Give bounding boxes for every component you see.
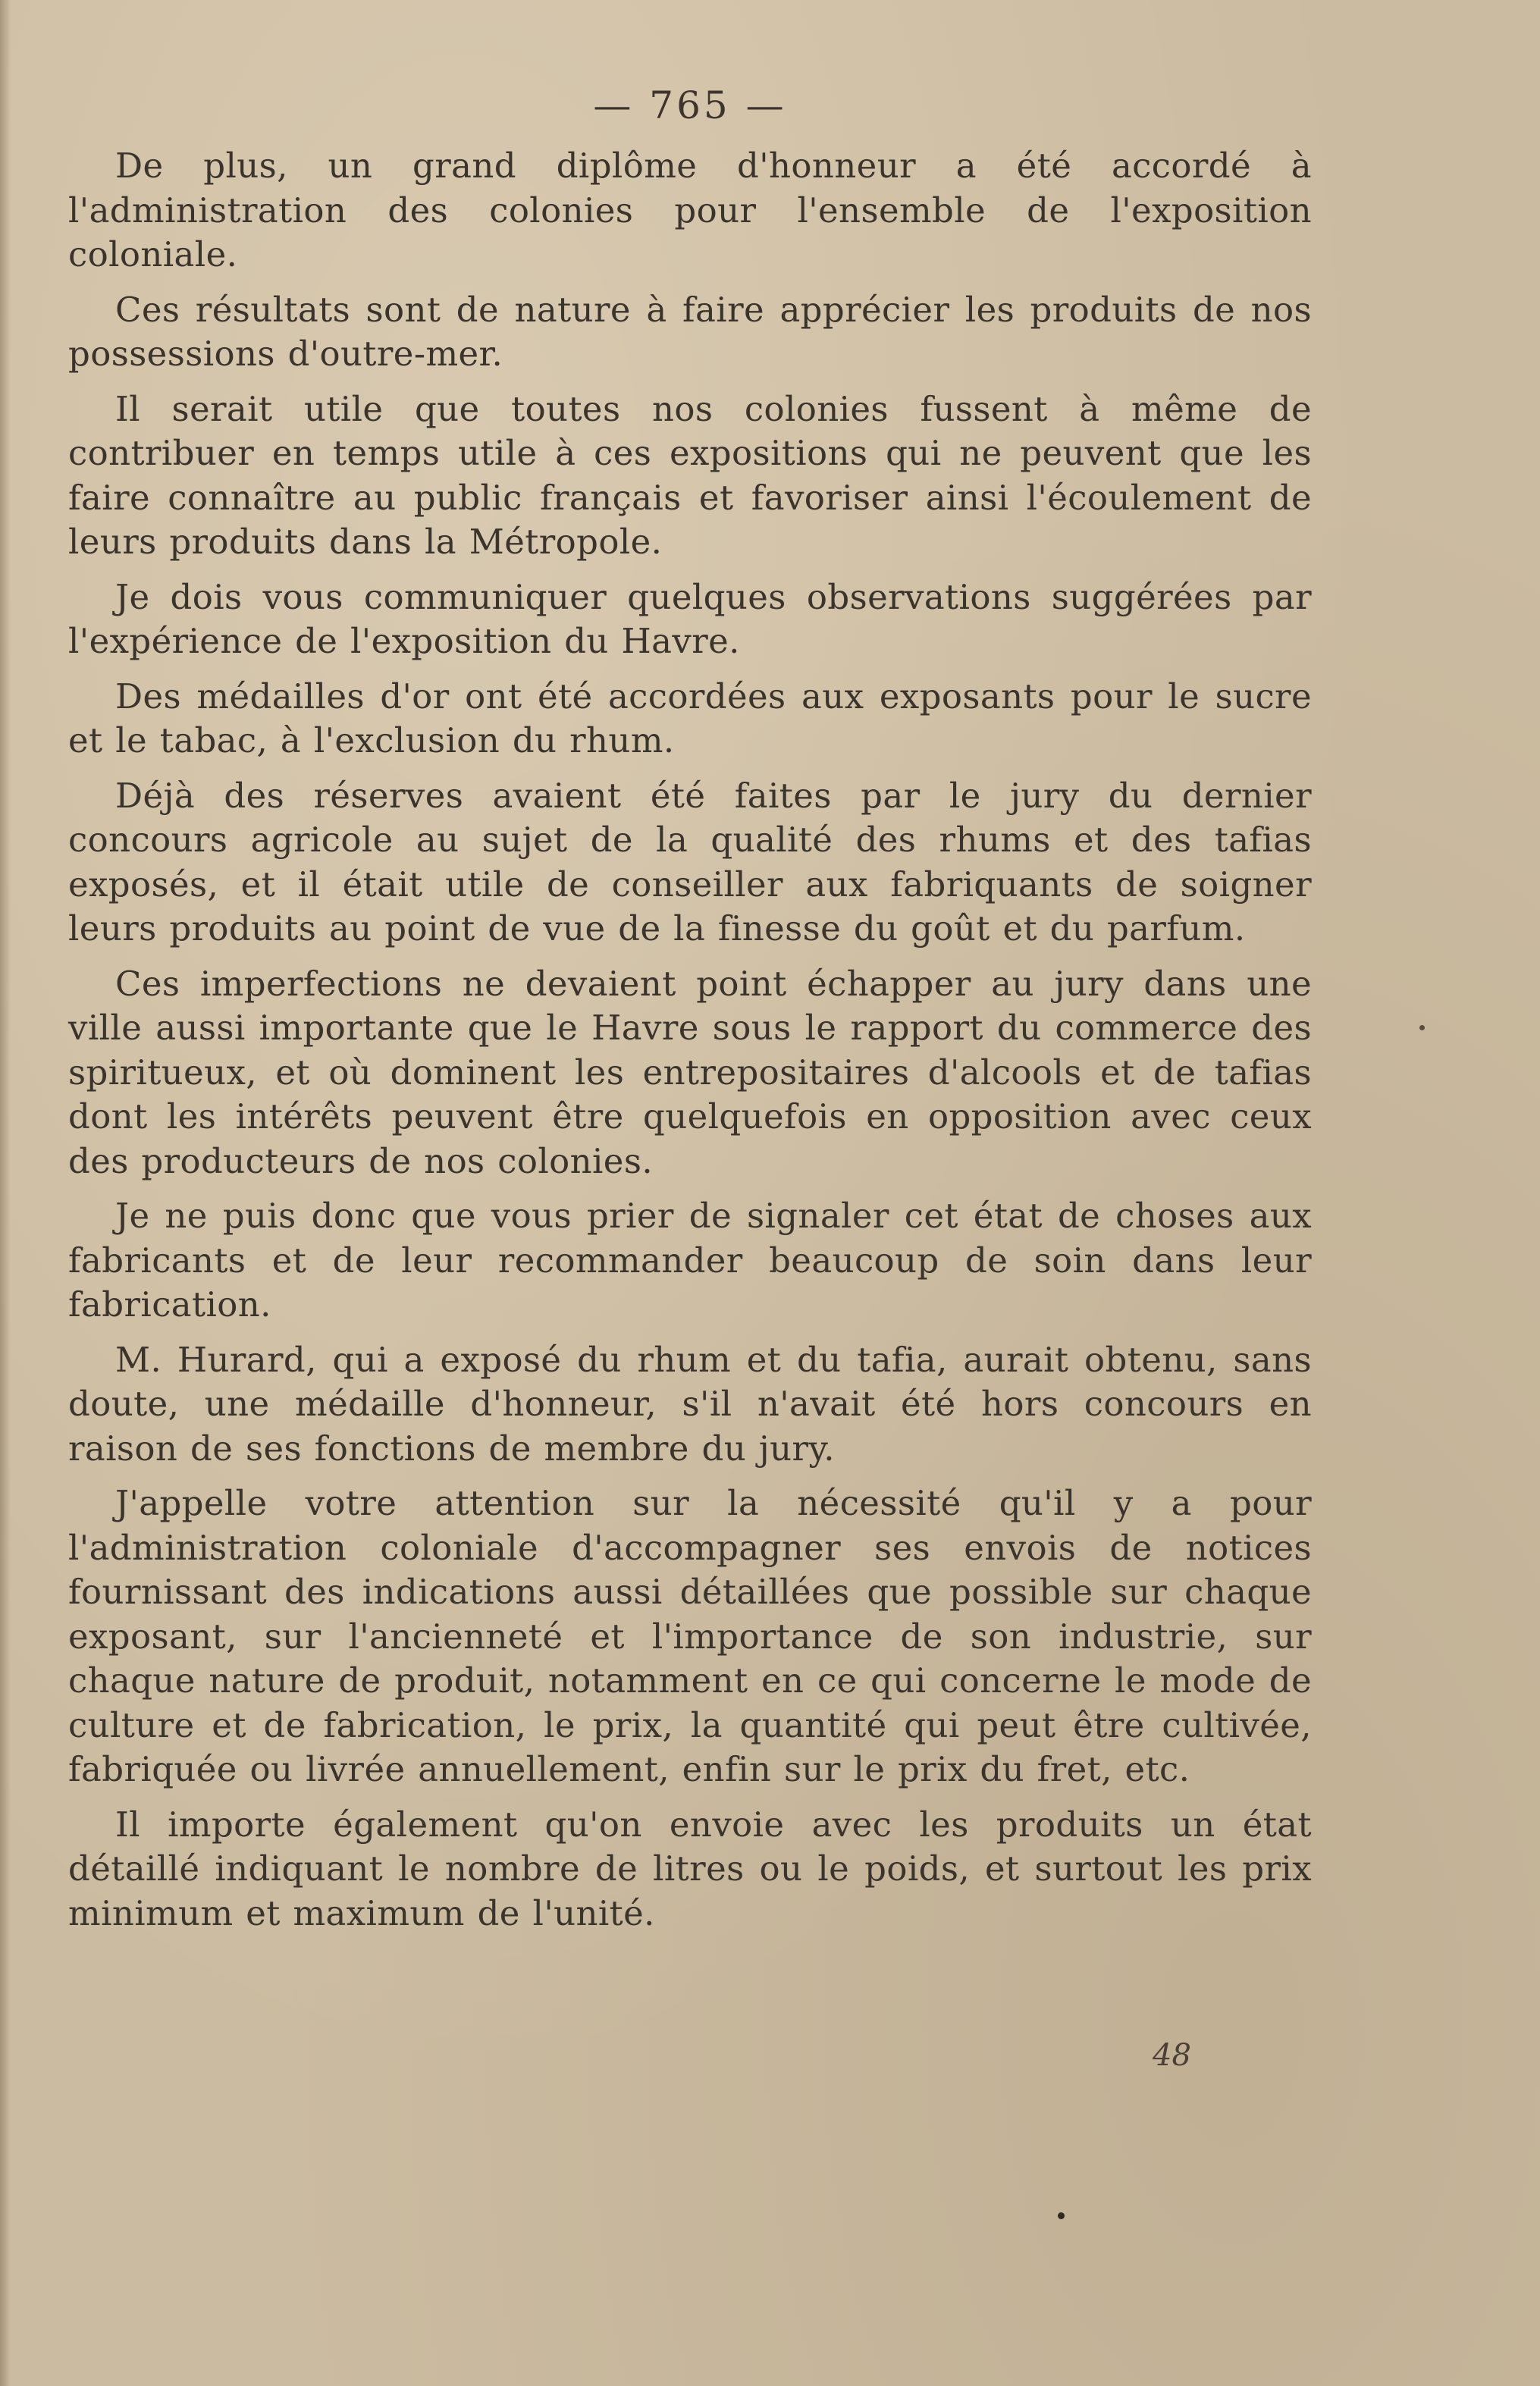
paragraph-9: M. Hurard, qui a exposé du rhum et du tafia, aurait obtenu, sans doute, une médaille d'honneur, s'il n'avait été hors concours en raison de ses fonctions de membre du jury. — [68, 1339, 1312, 1469]
paragraph-3: Il serait utile que toutes nos colonies fussent à même de contribuer en temps utile à ces expositions qui ne peuvent que les faire connaître au public français et favoriser ainsi l'écoulement de leurs produits dans la Métropole. — [68, 388, 1312, 562]
page-number: — 765 — — [593, 83, 787, 127]
paragraph-8: Je ne puis donc que vous prier de signaler cet état de choses aux fabricants et de leur recommander beaucoup de soin dans leur fabrication. — [68, 1196, 1312, 1325]
paragraph-4: Je dois vous communiquer quelques observations suggérées par l'expérience de l'exposition du Havre. — [68, 576, 1312, 661]
paragraph-7: Ces imperfections ne devaient point échapper au jury dans une ville aussi importante que le Havre sous le rapport du commerce des spiritueux, et où dominent les entrepositaires d'alcools et de tafias dont les intérêts peuvent être quelquefois en opposition avec ceux des producteurs de nos colonies. — [68, 963, 1312, 1181]
ink-speck — [1058, 2212, 1065, 2219]
paragraph-11: Il importe également qu'on envoie avec les produits un état détaillé indiquant le nombre de litres ou le poids, et surtout les prix minimum et maximum de l'unité. — [68, 1804, 1312, 1933]
paragraph-5: Des médailles d'or ont été accordées aux exposants pour le sucre et le tabac, à l'exclusion du rhum. — [68, 676, 1312, 760]
page-edge-shadow — [0, 0, 11, 2386]
paragraph-2: Ces résultats sont de nature à faire apprécier les produits de nos possessions d'outre-mer. — [68, 289, 1312, 374]
paragraph-10: J'appelle votre attention sur la nécessité qu'il y a pour l'administration coloniale d'accompagner ses envois de notices fournissant des indications aussi détaillées que possible sur chaque exposant, sur l'ancienneté et l'importance de son industrie, sur chaque nature de produit, notamment en ce qui concerne le mode de culture et de fabrication, le prix, la quantité qui peut être cultivée, fabriquée ou livrée annuellement, enfin sur le prix du fret, etc. — [68, 1483, 1312, 1789]
paragraph-6: Déjà des réserves avaient été faites par le jury du dernier concours agricole au sujet de la qualité des rhums et des tafias exposés, et il était utile de conseiller aux fabriquants de soigner leurs produits au point de vue de la finesse du goût et du parfum. — [68, 775, 1312, 948]
ink-speck — [1419, 1025, 1425, 1030]
signature-mark: 48 — [1153, 2038, 1191, 2073]
document-page — [68, 83, 1312, 1946]
paragraph-1: De plus, un grand diplôme d'honneur a été accordé à l'administration des colonies pour l'ensemble de l'exposition coloniale. — [68, 146, 1312, 274]
